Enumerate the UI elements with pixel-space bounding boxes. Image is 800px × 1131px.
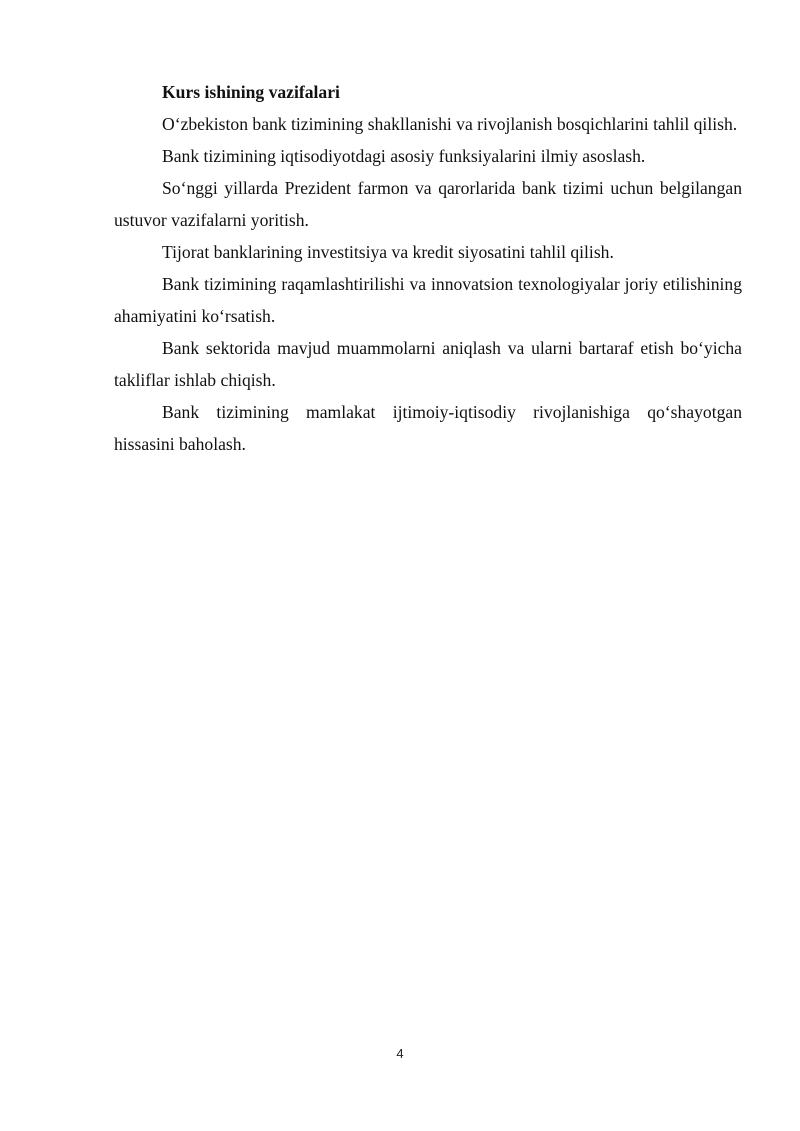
paragraph-1: O‘zbekiston bank tizimining shakllanishi va rivojlanish bosqichlarini tahlil qilish. bbox=[162, 114, 738, 134]
section-heading: Kurs ishining vazifalari bbox=[162, 82, 340, 102]
paragraph-2: Bank tizimining iqtisodiyotdagi asosiy funksiyalarini ilmiy asoslash. bbox=[162, 146, 646, 166]
paragraph-3: So‘nggi yillarda Prezident farmon va qarorlarida bank tizimi uchun belgilangan ustuvor vazifalarni yoritish. bbox=[114, 178, 742, 230]
paragraph-5: Bank tizimining raqamlashtirilishi va innovatsion texnologiyalar joriy etilishining ahamiyatini ko‘rsatish. bbox=[114, 274, 742, 326]
paragraph-4: Tijorat banklarining investitsiya va kredit siyosatini tahlil qilish. bbox=[162, 242, 614, 262]
page-content bbox=[114, 76, 742, 460]
paragraph-7: Bank tizimining mamlakat ijtimoiy-iqtisodiy rivojlanishiga qo‘shayotgan hissasini baholash. bbox=[114, 402, 742, 454]
page-number: 4 bbox=[396, 1046, 404, 1061]
paragraph-6: Bank sektorida mavjud muammolarni aniqlash va ularni bartaraf etish bo‘yicha takliflar ishlab chiqish. bbox=[114, 338, 742, 390]
